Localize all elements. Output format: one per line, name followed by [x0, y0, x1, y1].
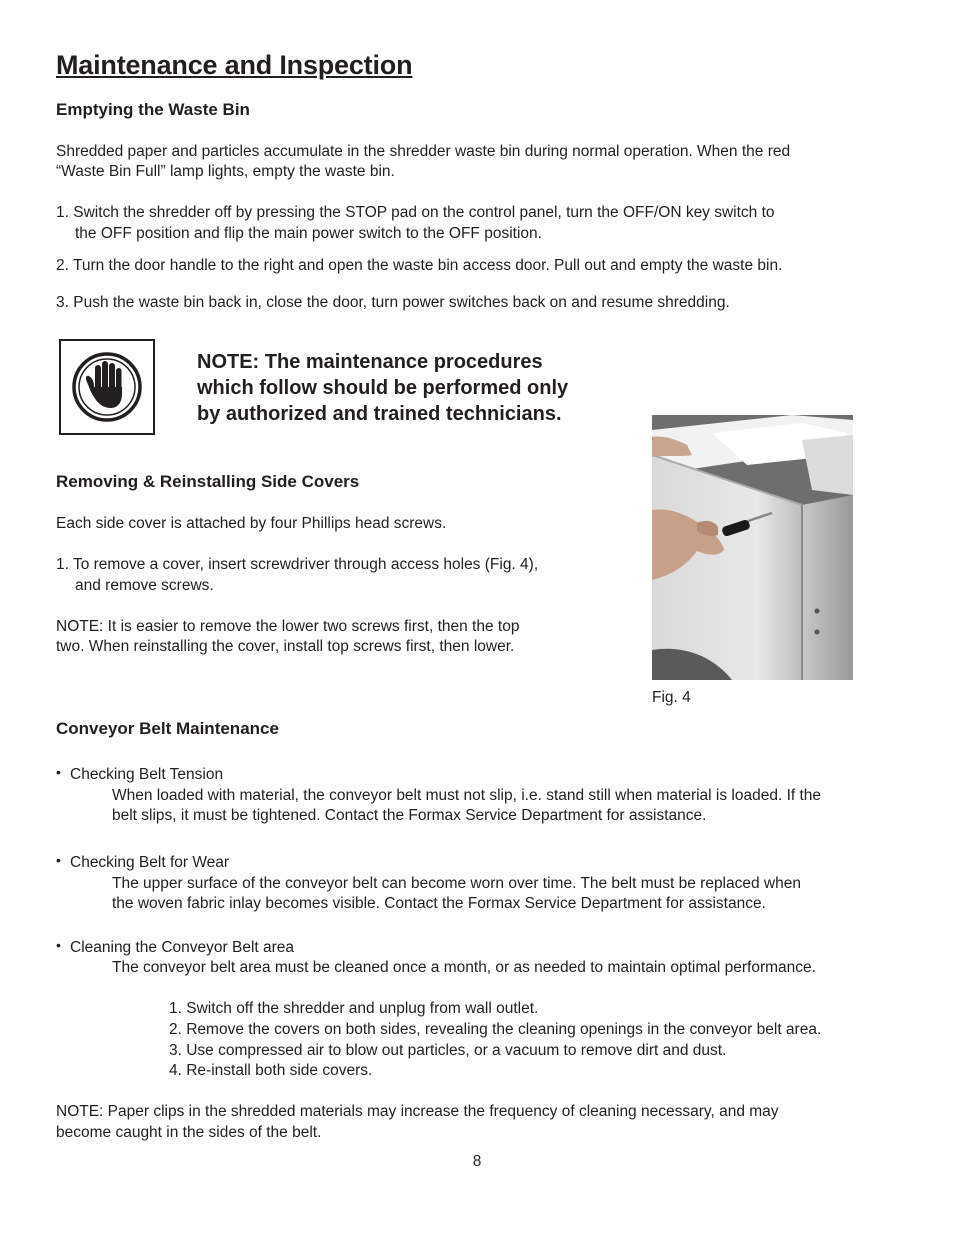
fig-4-photo	[652, 415, 853, 680]
page-title: Maintenance and Inspection	[56, 50, 413, 80]
wear-line-1: The upper surface of the conveyor belt can become worn over time. The belt must be replaced when	[112, 875, 801, 892]
stop-hand-icon	[61, 341, 153, 433]
clean-step-2: 2. Remove the covers on both sides, revealing the cleaning openings in the conveyor belt area.	[169, 1021, 822, 1038]
waste-bin-intro-1: Shredded paper and particles accumulate in the shredder waste bin during normal operation. When the red	[56, 143, 791, 160]
waste-bin-heading: Emptying the Waste Bin	[56, 100, 250, 119]
waste-bin-intro-2: “Waste Bin Full” lamp lights, empty the waste bin.	[56, 163, 395, 180]
technician-note	[197, 349, 627, 427]
clean-step-1: 1. Switch off the shredder and unplug from wall outlet.	[169, 1000, 539, 1017]
side-covers-step-1-cont: and remove screws.	[75, 577, 214, 594]
side-covers-intro: Each side cover is attached by four Phillips head screws.	[56, 515, 447, 532]
tension-title: Checking Belt Tension	[70, 766, 224, 783]
clean-title: Cleaning the Conveyor Belt area	[70, 939, 295, 956]
tension-line-2: belt slips, it must be tightened. Contact the Formax Service Department for assistance.	[112, 807, 707, 824]
fig-4-caption: Fig. 4	[652, 689, 691, 706]
technician-note-line-2: which follow should be performed only	[197, 377, 569, 399]
tension-line-1: When loaded with material, the conveyor belt must not slip, i.e. stand still when material is loaded. If the	[112, 787, 822, 804]
page-number: 8	[472, 1153, 482, 1170]
bullet-wear: •	[56, 852, 61, 868]
conveyor-note-1: NOTE: Paper clips in the shredded materials may increase the frequency of cleaning necessary, and may	[56, 1103, 779, 1120]
clean-line: The conveyor belt area must be cleaned once a month, or as needed to maintain optimal performance.	[112, 959, 816, 976]
technician-note-line-1: NOTE: The maintenance procedures	[197, 351, 543, 373]
waste-bin-step-3: 3. Push the waste bin back in, close the door, turn power switches back on and resume shredding.	[56, 294, 730, 311]
side-covers-note-2: two. When reinstalling the cover, install top screws first, then lower.	[56, 638, 515, 655]
conveyor-note-2: become caught in the sides of the belt.	[56, 1124, 322, 1141]
waste-bin-step-1-cont: the OFF position and flip the main power switch to the OFF position.	[75, 225, 542, 242]
wear-line-2: the woven fabric inlay becomes visible. Contact the Formax Service Department for assistance.	[112, 895, 766, 912]
side-covers-step-1: 1. To remove a cover, insert screwdriver through access holes (Fig. 4),	[56, 556, 539, 573]
waste-bin-step-2: 2. Turn the door handle to the right and open the waste bin access door. Pull out and empty the waste bin.	[56, 257, 783, 274]
side-covers-note-1: NOTE: It is easier to remove the lower two screws first, then the top	[56, 618, 520, 635]
bullet-tension: •	[56, 764, 61, 780]
stop-hand-icon-frame	[59, 339, 155, 435]
side-covers-heading: Removing & Reinstalling Side Covers	[56, 472, 360, 491]
wear-title: Checking Belt for Wear	[70, 854, 230, 871]
technician-note-line-3: by authorized and trained technicians.	[197, 403, 562, 425]
waste-bin-step-1: 1. Switch the shredder off by pressing the STOP pad on the control panel, turn the OFF/ON key switch to	[56, 204, 775, 221]
clean-step-3: 3. Use compressed air to blow out particles, or a vacuum to remove dirt and dust.	[169, 1042, 727, 1059]
screwdriver-photo-illustration	[652, 415, 853, 680]
bullet-clean: •	[56, 937, 61, 953]
conveyor-heading: Conveyor Belt Maintenance	[56, 719, 279, 738]
clean-step-4: 4. Re-install both side covers.	[169, 1062, 373, 1079]
